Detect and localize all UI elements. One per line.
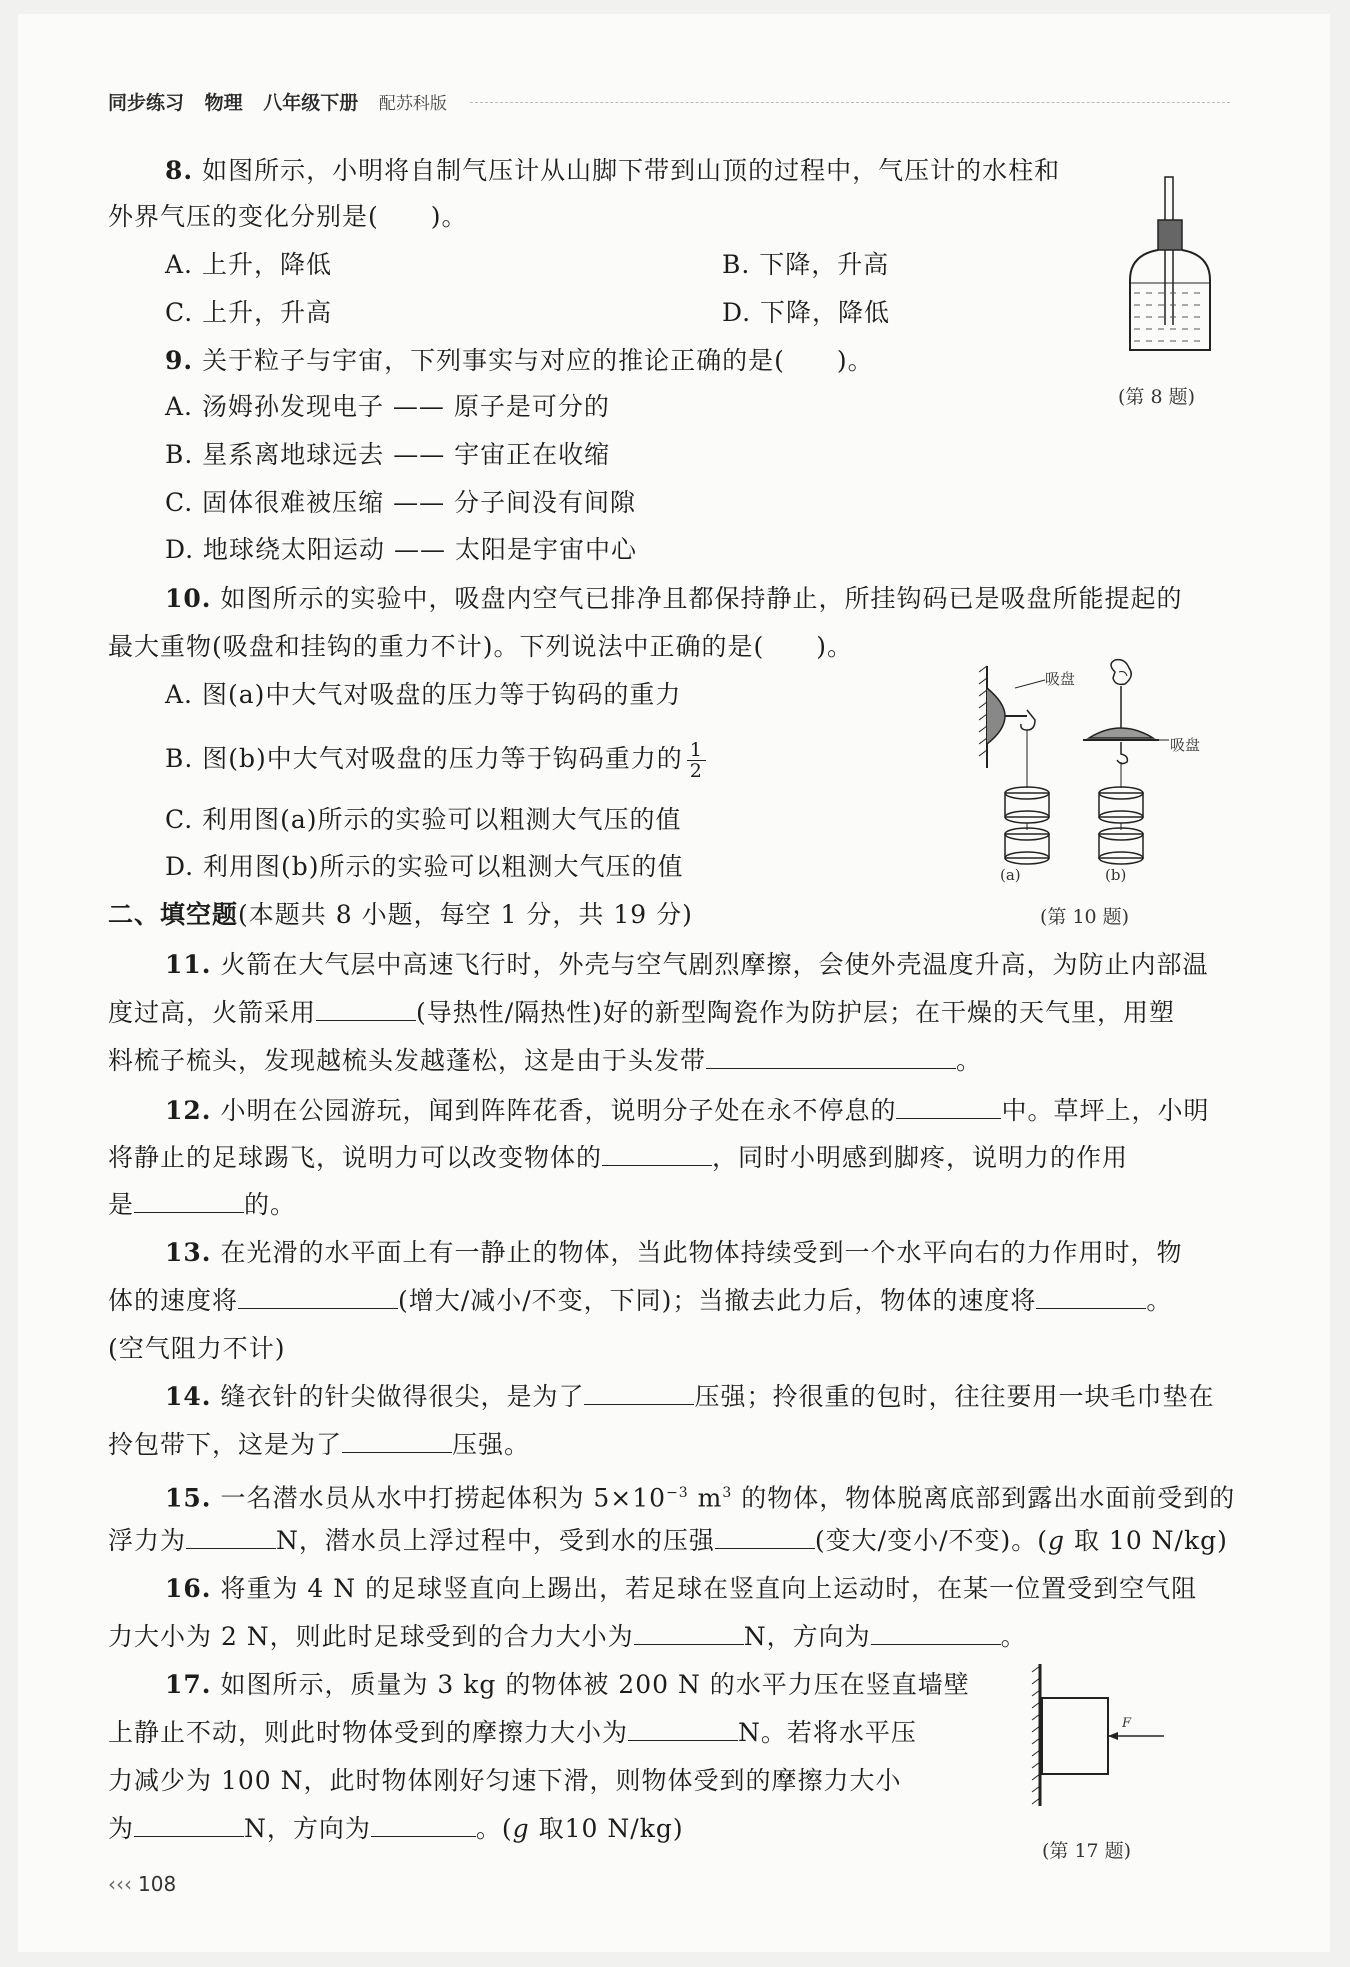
q17-caption: (第 17 题) bbox=[1042, 1840, 1132, 1862]
q17-line1: 17. 如图所示，质量为 3 kg 的物体被 200 N 的水平力压在竖直墙壁 bbox=[165, 1670, 970, 1699]
q14-blank-1 bbox=[584, 1382, 694, 1405]
section2-heading: 二、填空题(本题共 8 小题，每空 1 分，共 19 分) bbox=[108, 900, 693, 929]
fig-a-caption: (a) bbox=[1000, 866, 1021, 884]
fig-b-label-suction: 吸盘 bbox=[1170, 736, 1201, 754]
q13-line2: 体的速度将 (增大/减小/不变，下同)；当撤去此力后，物体的速度将 。 bbox=[108, 1286, 1173, 1315]
q10-option-b: B. 图(b)中大气对吸盘的压力等于钩码重力的 $\frac{1}{2}$ bbox=[165, 740, 706, 781]
q13-line1: 13. 在光滑的水平面上有一静止的物体，当此物体持续受到一个水平向右的力作用时，物 bbox=[165, 1238, 1183, 1267]
q12-blank-2 bbox=[602, 1143, 712, 1166]
q8-option-d: D. 下降，降低 bbox=[722, 298, 891, 327]
suction-cup-figure bbox=[975, 658, 1215, 888]
q16-line2: 力大小为 2 N，则此时足球受到的合力大小为 N，方向为 。 bbox=[108, 1622, 1027, 1651]
q17-line4: 为 N，方向为 。(g 取10 N/kg) bbox=[108, 1814, 684, 1843]
series-title: 同步练习 bbox=[108, 92, 185, 114]
page-number: 108 bbox=[138, 1872, 177, 1896]
q10-line2: 最大重物(吸盘和挂钩的重力不计)。下列说法中正确的是( )。 bbox=[108, 632, 854, 661]
q14-line2: 拎包带下，这是为了 压强。 bbox=[108, 1430, 531, 1459]
q17-line2: 上静止不动，则此时物体受到的摩擦力大小为 N。若将水平压 bbox=[108, 1718, 917, 1747]
q14-blank-2 bbox=[342, 1430, 452, 1453]
q10-option-d: D. 利用图(b)所示的实验可以粗测大气压的值 bbox=[165, 852, 684, 881]
q9-option-c: C. 固体很难被压缩 —— 分子间没有间隙 bbox=[165, 488, 637, 517]
q17-line3: 力减少为 100 N，此时物体刚好匀速下滑，则物体受到的摩擦力大小 bbox=[108, 1766, 902, 1795]
q11-line1: 11. 火箭在大气层中高速飞行时，外壳与空气剧烈摩擦，会使外壳温度升高，为防止内部温 bbox=[165, 950, 1209, 979]
q15-blank-1 bbox=[186, 1526, 276, 1549]
q11-blank-1 bbox=[316, 998, 416, 1021]
q11-line3: 料梳子梳头，发现越梳头发越蓬松，这是由于头发带 。 bbox=[108, 1046, 983, 1075]
q10-option-a: A. 图(a)中大气对吸盘的压力等于钩码的重力 bbox=[165, 680, 682, 709]
fig-a-label-suction: 吸盘 bbox=[1045, 670, 1076, 688]
q12-line2: 将静止的足球踢飞，说明力可以改变物体的 ，同时小明感到脚疼，说明力的作用 bbox=[108, 1143, 1129, 1172]
barometer-figure bbox=[1120, 175, 1230, 365]
q11-line2: 度过高，火箭采用 (导热性/隔热性)好的新型陶瓷作为防护层；在干燥的天气里，用塑 bbox=[108, 998, 1175, 1027]
page-header bbox=[108, 88, 461, 118]
q8-line2: 外界气压的变化分别是( )。 bbox=[108, 202, 468, 231]
q17-blank-2 bbox=[134, 1814, 244, 1837]
q12-blank-1 bbox=[896, 1096, 1001, 1119]
q9-option-b: B. 星系离地球远去 —— 宇宙正在收缩 bbox=[165, 440, 611, 469]
edition-label: 配苏科版 bbox=[378, 94, 447, 114]
q12-line1: 12. 小明在公园游玩，闻到阵阵花香，说明分子处在永不停息的 中。草坪上，小明 bbox=[165, 1096, 1210, 1125]
q16-line1: 16. 将重为 4 N 的足球竖直向上踢出，若足球在竖直向上运动时，在某一位置受到空气阻 bbox=[165, 1574, 1198, 1603]
q12-line3: 是 的。 bbox=[108, 1190, 297, 1219]
q17-blank-3 bbox=[371, 1814, 476, 1837]
q8-option-a: A. 上升，降低 bbox=[165, 250, 332, 279]
q8-option-c: C. 上升，升高 bbox=[165, 298, 333, 327]
page-arrows-icon: ‹‹‹ bbox=[108, 1872, 132, 1896]
q16-blank-1 bbox=[634, 1622, 744, 1645]
q10-line1: 10. 如图所示的实验中，吸盘内空气已排净且都保持静止，所挂钩码已是吸盘所能提起的 bbox=[165, 584, 1183, 613]
force-label-f: F bbox=[1122, 1716, 1132, 1731]
grade-title: 八年级下册 bbox=[263, 92, 359, 114]
q15-line1: 15. 一名潜水员从水中打捞起体积为 $5\times 10^{-3}$ $m^3$ 的物体，物体脱离底部到露出水面前受到的 bbox=[165, 1483, 1236, 1513]
fig-b-caption: (b) bbox=[1105, 866, 1127, 884]
q15-line2: 浮力为 N，潜水员上浮过程中，受到水的压强 (变大/变小/不变)。(g 取 10 N/kg) bbox=[108, 1526, 1228, 1555]
q10-option-c: C. 利用图(a)所示的实验可以粗测大气压的值 bbox=[165, 805, 682, 834]
q8-option-b: B. 下降，升高 bbox=[722, 250, 890, 279]
q13-blank-1 bbox=[238, 1286, 398, 1309]
subject-title: 物理 bbox=[204, 92, 243, 114]
q8-line1: 8. 如图所示，小明将自制气压计从山脚下带到山顶的过程中，气压计的水柱和 bbox=[165, 156, 1061, 185]
q13-blank-2 bbox=[1036, 1286, 1146, 1309]
q17-blank-1 bbox=[628, 1718, 738, 1741]
header-divider bbox=[470, 102, 1230, 103]
q9-option-a: A. 汤姆孙发现电子 —— 原子是可分的 bbox=[165, 392, 610, 421]
q16-blank-2 bbox=[871, 1622, 1001, 1645]
q8-caption: (第 8 题) bbox=[1118, 386, 1195, 408]
q15-blank-2 bbox=[715, 1526, 815, 1549]
q11-blank-2 bbox=[706, 1046, 956, 1069]
q13-line3: (空气阻力不计) bbox=[108, 1334, 286, 1363]
q10-caption: (第 10 题) bbox=[1040, 906, 1130, 928]
fraction-one-half: $\frac{1}{2}$ bbox=[687, 740, 706, 781]
wall-block-figure bbox=[1032, 1662, 1172, 1812]
q9-option-d: D. 地球绕太阳运动 —— 太阳是宇宙中心 bbox=[165, 535, 637, 564]
q12-blank-3 bbox=[134, 1190, 244, 1213]
page-footer bbox=[108, 1872, 176, 1896]
q9-line1: 9. 关于粒子与宇宙，下列事实与对应的推论正确的是( )。 bbox=[165, 346, 874, 375]
q14-line1: 14. 缝衣针的针尖做得很尖，是为了 压强；拎很重的包时，往往要用一块毛巾垫在 bbox=[165, 1382, 1215, 1411]
